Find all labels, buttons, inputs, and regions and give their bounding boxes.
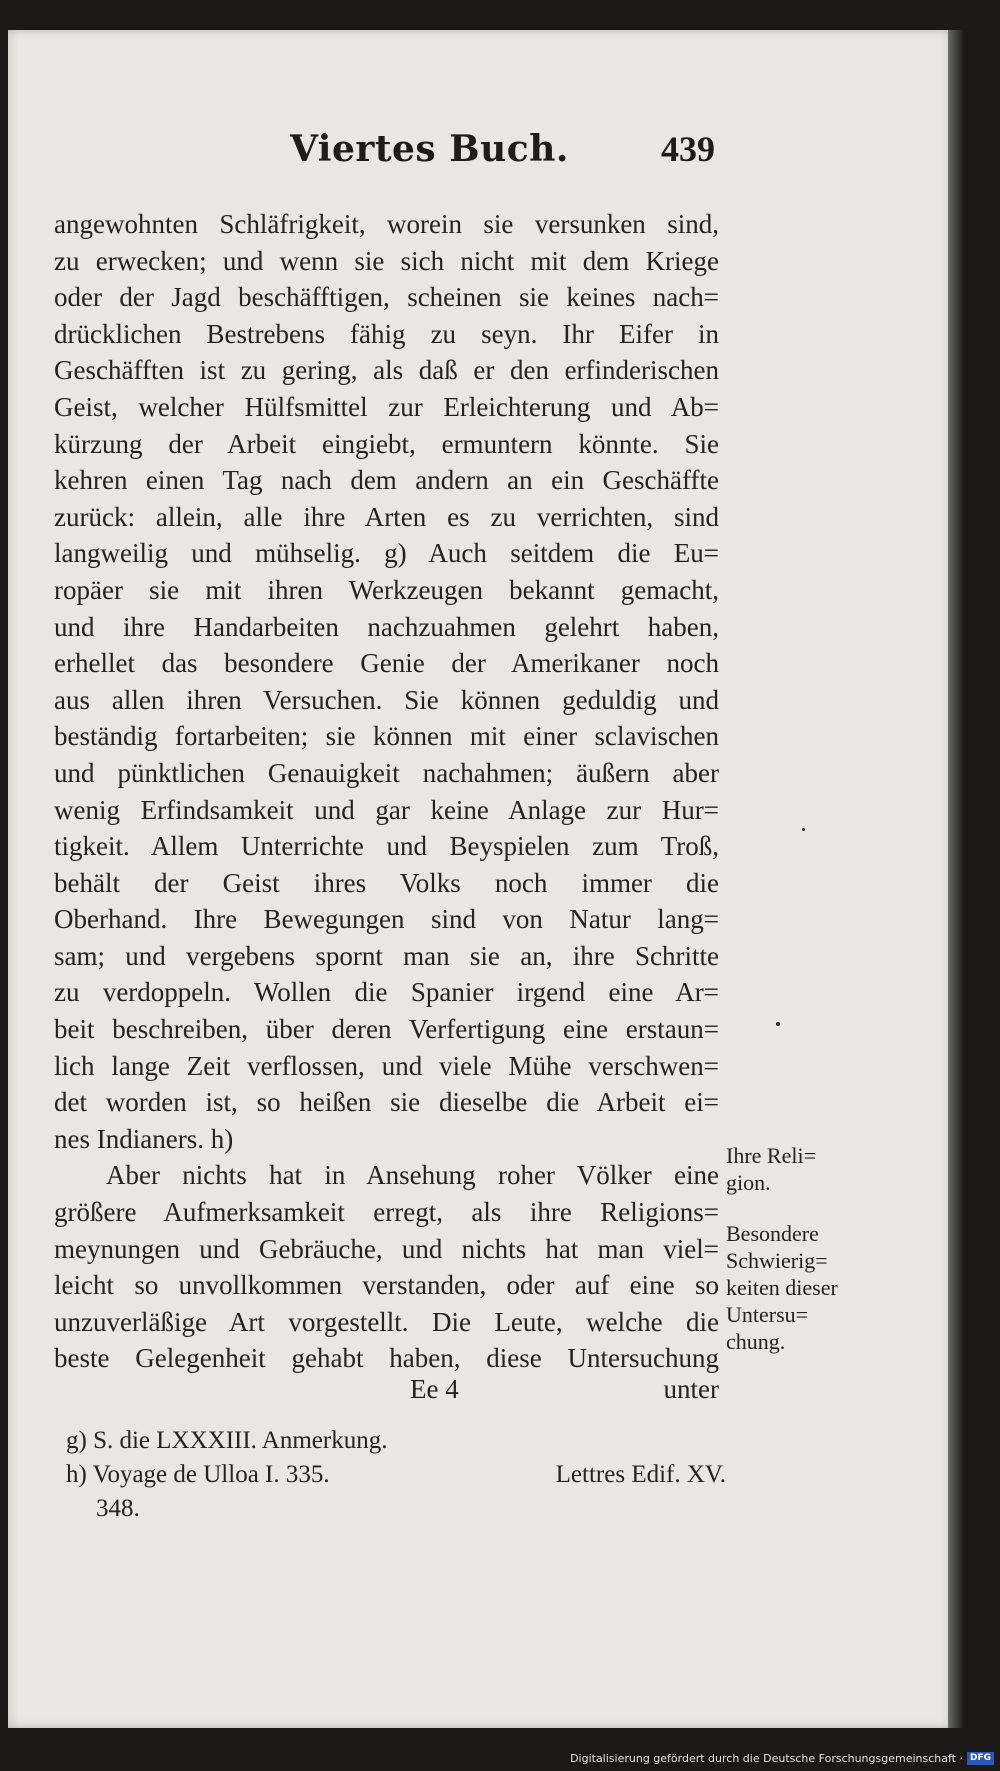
margin-note-line: keiten dieser bbox=[726, 1275, 838, 1300]
text-line: langweilig und mühselig. g) Auch seitdem die Eu= bbox=[54, 538, 719, 569]
text-line: Geist, welcher Hülfsmittel zur Erleichterung und Ab= bbox=[54, 391, 719, 422]
text-line: ropäer sie mit ihren Werkzeugen bekannt gemacht, bbox=[54, 574, 719, 605]
text-line: sam; und vergebens spornt man sie an, ihre Schritte bbox=[54, 940, 719, 971]
text-line: lich lange Zeit verflossen, und viele Mühe verschwen= bbox=[54, 1050, 719, 1081]
margin-note-line: Untersu= bbox=[726, 1302, 809, 1327]
text-line: Geschäfften ist zu gering, als daß er den erfinderischen bbox=[54, 355, 719, 386]
text-line: kehren einen Tag nach dem andern an ein Geschäffte bbox=[54, 465, 719, 496]
text-line: unzuverläßige Art vorgestellt. Die Leute, welche die bbox=[54, 1306, 719, 1337]
footnotes bbox=[66, 1424, 726, 1526]
dfg-logo: DFG bbox=[967, 1752, 994, 1765]
margin-note-line: chung. bbox=[726, 1329, 786, 1354]
digitization-credit bbox=[570, 1752, 994, 1765]
footnote-h-right: Lettres Edif. XV. bbox=[555, 1461, 726, 1488]
text-line: und pünktlichen Genauigkeit nachahmen; äußern aber bbox=[54, 757, 719, 788]
text-line: Aber nichts hat in Ansehung roher Völker eine bbox=[106, 1160, 719, 1191]
paper-speck bbox=[776, 1022, 780, 1026]
margin-note-line: Schwierig= bbox=[726, 1248, 828, 1273]
text-line: zurück: allein, alle ihre Arten es zu verrichten, sind bbox=[54, 501, 719, 532]
text-line: wenig Erfindsamkeit und gar keine Anlage zur Hur= bbox=[54, 794, 719, 825]
text-line: Oberhand. Ihre Bewegungen sind von Natur lang= bbox=[54, 904, 719, 935]
text-line: aus allen ihren Versuchen. Sie können geduldig und bbox=[54, 684, 719, 715]
text-line: größere Aufmerksamkeit erregt, als ihre Religions= bbox=[54, 1197, 719, 1228]
text-line: meynungen und Gebräuche, und nichts hat man viel= bbox=[54, 1233, 719, 1264]
text-line: leicht so unvollkommen verstanden, oder auf eine so bbox=[54, 1270, 719, 1301]
footnote-g: g) S. die LXXXIII. Anmerkung. bbox=[66, 1427, 388, 1454]
text-line: zu verdoppeln. Wollen die Spanier irgend eine Ar= bbox=[54, 977, 719, 1008]
signature-mark: Ee 4 bbox=[410, 1374, 459, 1404]
text-line: det worden ist, so heißen sie dieselbe die Arbeit ei= bbox=[54, 1087, 719, 1118]
text-line: nes Indianers. h) bbox=[54, 1123, 234, 1154]
footnote-h-left: h) Voyage de Ulloa I. 335. bbox=[66, 1461, 330, 1488]
text-line: kürzung der Arbeit eingiebt, ermuntern könnte. Sie bbox=[54, 428, 719, 459]
page-edge-shadow bbox=[948, 30, 964, 1728]
catch-line bbox=[54, 1374, 719, 1408]
main-text-block bbox=[54, 206, 719, 1377]
margin-note-line: gion. bbox=[726, 1170, 771, 1195]
text-line: oder der Jagd beschäfftigen, scheinen sie keines nach= bbox=[54, 282, 719, 313]
running-header bbox=[290, 128, 715, 180]
catchword: unter bbox=[663, 1374, 719, 1404]
text-line: beit beschreiben, über deren Verfertigung eine erstaun= bbox=[54, 1014, 719, 1045]
text-line: zu erwecken; und wenn sie sich nicht mit dem Kriege bbox=[54, 245, 719, 276]
text-line: drücklichen Bestrebens fähig zu seyn. Ihr Eifer in bbox=[54, 318, 719, 349]
text-line: behält der Geist ihres Volks noch immer die bbox=[54, 867, 719, 898]
text-line: beständig fortarbeiten; sie können mit einer sclavischen bbox=[54, 721, 719, 752]
margin-note-religion bbox=[726, 1142, 886, 1196]
text-line: angewohnten Schläfrigkeit, worein sie versunken sind, bbox=[54, 209, 719, 239]
margin-note-line: Besondere bbox=[726, 1221, 819, 1246]
margin-notes bbox=[726, 1142, 886, 1355]
page-number: 439 bbox=[661, 129, 715, 169]
footnote-h bbox=[66, 1458, 726, 1492]
text-line: tigkeit. Allem Unterrichte und Beyspielen zum Troß, bbox=[54, 831, 719, 862]
paper-speck bbox=[802, 828, 805, 831]
running-title: Viertes Buch. bbox=[290, 128, 569, 170]
text-line: erhellet das besondere Genie der Amerikaner noch bbox=[54, 648, 719, 679]
margin-note-difficulties bbox=[726, 1220, 886, 1355]
margin-note-line: Ihre Reli= bbox=[726, 1143, 816, 1168]
text-line: beste Gelegenheit gehabt haben, diese Untersuchung bbox=[54, 1343, 719, 1374]
credit-text: Digitalisierung gefördert durch die Deutsche Forschungsgemeinschaft · bbox=[570, 1752, 963, 1765]
footnote-h-continuation: 348. bbox=[96, 1495, 140, 1522]
text-line: und ihre Handarbeiten nachzuahmen gelehrt haben, bbox=[54, 611, 719, 642]
